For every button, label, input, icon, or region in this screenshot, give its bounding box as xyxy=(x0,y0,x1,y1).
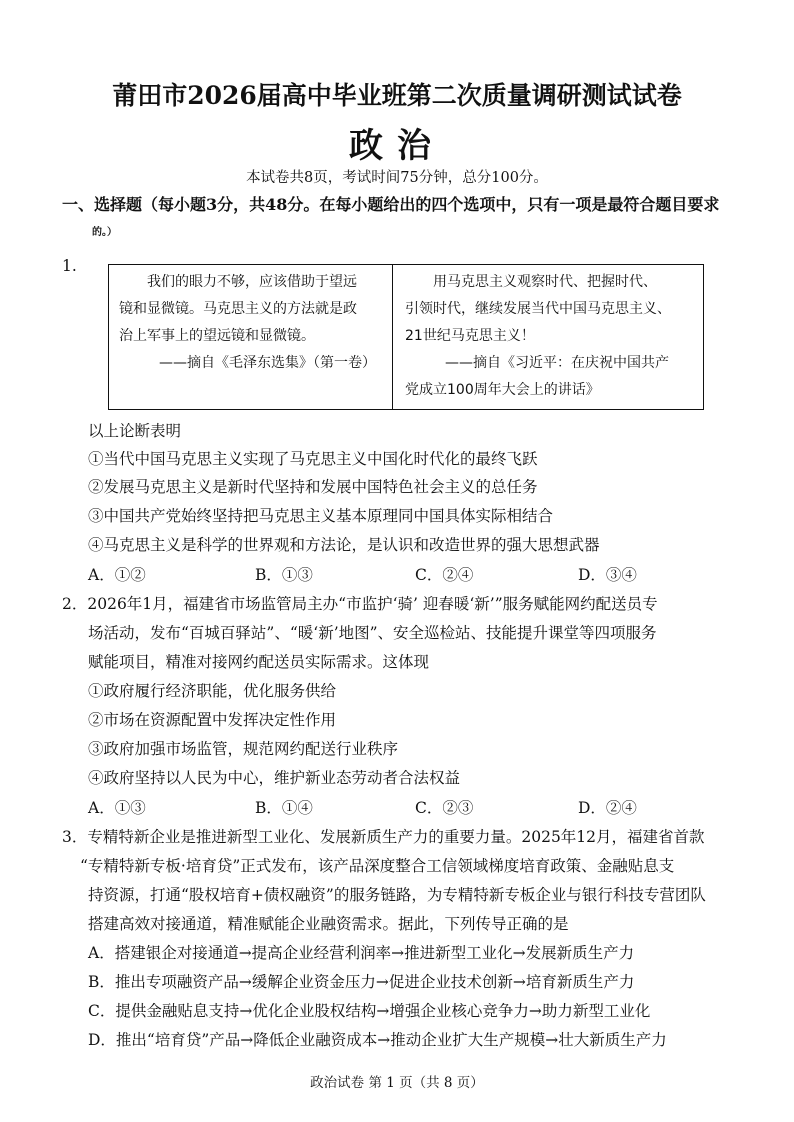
q3-option-b[interactable]: B．推出专项融资产品→缓解企业资金压力→促进企业技术创新→培育新质生产力 xyxy=(88,973,635,991)
page-footer: 政治试卷 第 1 页（共 8 页） xyxy=(310,1075,484,1091)
q1-option-c[interactable]: C．②④ xyxy=(415,566,474,584)
quote-right xyxy=(405,269,701,404)
q2-option-d[interactable]: D．②④ xyxy=(578,799,637,817)
quote-right-source2: 党成立100周年大会上的讲话》 xyxy=(405,382,600,398)
q1-item-4: ④马克思主义是科学的世界观和方法论，是认识和改造世界的强大思想武器 xyxy=(88,536,600,554)
quote-left-line2: 镜和显微镜。马克思主义的方法就是政 xyxy=(119,301,357,317)
section-heading-line1: 一、选择题（每小题3分，共48分。在每小题给出的四个选项中，只有一项是最符合题目要求 xyxy=(62,195,720,214)
q1-item-1: ①当代中国马克思主义实现了马克思主义中国化时代化的最终飞跃 xyxy=(88,450,538,468)
quote-left-line3: 治上军事上的望远镜和显微镜。 xyxy=(119,328,315,344)
q3-option-d[interactable]: D．推出“培育贷”产品→降低企业融资成本→推动企业扩大生产规模→壮大新质生产力 xyxy=(88,1031,667,1049)
quote-left xyxy=(119,269,387,377)
q1-options xyxy=(0,563,794,585)
section-heading xyxy=(62,191,752,247)
q2-option-a[interactable]: A．①③ xyxy=(88,799,146,817)
quote-right-line3: 21世纪马克思主义！ xyxy=(405,328,535,344)
exam-title: 莆田市2026届高中毕业班第二次质量调研测试试卷 xyxy=(112,81,682,110)
section-heading-line2: 的。） xyxy=(92,227,117,238)
quote-right-line2: 引领时代，继续发展当代中国马克思主义、 xyxy=(405,301,671,317)
q1-option-a[interactable]: A．①② xyxy=(88,566,146,584)
quote-left-line1: 我们的眼力不够，应该借助于望远 xyxy=(147,274,357,290)
q2-item-2: ②市场在资源配置中发挥决定性作用 xyxy=(88,711,337,729)
q3-line4: 搭建高效对接通道，精准赋能企业融资需求。据此，下列传导正确的是 xyxy=(88,915,569,933)
q3-option-c[interactable]: C．提供金融贴息支持→优化企业股权结构→增强企业核心竞争力→助力新型工业化 xyxy=(88,1002,651,1020)
q1-item-2: ②发展马克思主义是新时代坚持和发展中国特色社会主义的总任务 xyxy=(88,478,538,496)
q3-line3: 持资源，打通“股权培育+债权融资”的服务链路，为专精特新专板企业与银行科技专营团队 xyxy=(88,886,706,904)
quote-left-source: ——摘自《毛泽东选集》（第一卷） xyxy=(159,355,376,371)
q2-item-4: ④政府坚持以人民为中心，维护新业态劳动者合法权益 xyxy=(88,769,461,787)
q3-line1: 3．专精特新企业是推进新型工业化、发展新质生产力的重要力量。2025年12月，福建省首款 xyxy=(62,828,705,846)
q1-option-b[interactable]: B．①③ xyxy=(255,566,313,584)
q2-item-1: ①政府履行经济职能，优化服务供给 xyxy=(88,682,337,700)
quote-right-source1: ——摘自《习近平：在庆祝中国共产 xyxy=(445,355,669,371)
exam-info: 本试卷共8页，考试时间75分钟，总分100分。 xyxy=(246,170,548,186)
q1-option-d[interactable]: D．③④ xyxy=(578,566,637,584)
q1-item-3: ③中国共产党始终坚持把马克思主义基本原理同中国具体实际相结合 xyxy=(88,507,554,525)
q1-quote-box xyxy=(108,264,704,410)
subject-title: 政治 xyxy=(349,126,445,166)
q3-option-a[interactable]: A．搭建银企对接通道→提高企业经营利润率→推进新型工业化→发展新质生产力 xyxy=(88,944,635,962)
q3-line2: “专精特新专板·培育贷”正式发布，该产品深度整合工信领域梯度培育政策、金融贴息支 xyxy=(80,857,675,875)
q2-option-b[interactable]: B．①④ xyxy=(255,799,313,817)
q1-stem: 以上论断表明 xyxy=(88,422,182,440)
q2-line2: 场活动，发布“百城百驿站”、“暖‘新’地图”、安全巡检站、技能提升课堂等四项服务 xyxy=(88,624,657,642)
quote-right-line1: 用马克思主义观察时代、把握时代、 xyxy=(433,274,657,290)
q2-options xyxy=(0,796,794,818)
q2-item-3: ③政府加强市场监管，规范网约配送行业秩序 xyxy=(88,740,399,758)
q2-option-c[interactable]: C．②③ xyxy=(415,799,474,817)
q1-number: 1. xyxy=(62,257,77,275)
q2-line1: 2．2026年1月，福建省市场监管局主办“市监护‘骑’ 迎春暖‘新’”服务赋能网约配送员专 xyxy=(62,595,658,613)
q2-line3: 赋能项目，精准对接网约配送员实际需求。这体现 xyxy=(88,653,430,671)
quote-divider xyxy=(392,265,393,409)
